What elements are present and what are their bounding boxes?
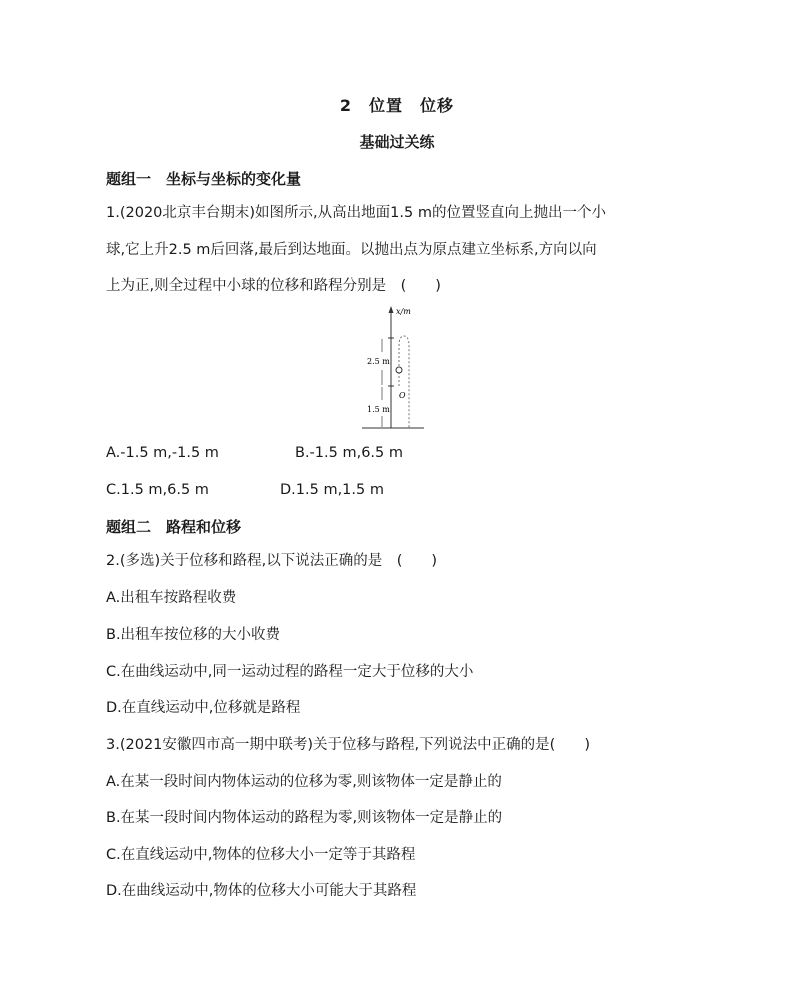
trajectory-path	[399, 336, 409, 428]
axis-label: x/m	[396, 307, 411, 316]
question-1-line-1: 1.(2020北京丰台期末)如图所示,从高出地面1.5 m的位置竖直向上抛出一个小	[106, 205, 606, 221]
question-3-option-a: A.在某一段时间内物体运动的位移为零,则该物体一定是静止的	[106, 774, 502, 790]
question-1-option-d: D.1.5 m,1.5 m	[280, 482, 384, 498]
lower-dimension-label: 1.5 m	[367, 405, 390, 414]
question-2-option-b: B.出租车按位移的大小收费	[106, 627, 281, 643]
question-3-option-b: B.在某一段时间内物体运动的路程为零,则该物体一定是静止的	[106, 810, 503, 826]
origin-label: O	[399, 391, 406, 400]
page-subtitle: 基础过关练	[359, 133, 435, 151]
coordinate-diagram	[352, 302, 452, 432]
page-title: 2 位置 位移	[339, 96, 455, 115]
question-1-figure	[352, 302, 452, 432]
question-1-line-2: 球,它上升2.5 m后回落,最后到达地面。以抛出点为原点建立坐标系,方向以向	[106, 242, 597, 258]
question-1-line-3: 上为正,则全过程中小球的位移和路程分别是 ( )	[106, 278, 441, 294]
question-1-option-c: C.1.5 m,6.5 m	[106, 482, 209, 498]
question-2-option-a: A.出租车按路程收费	[106, 590, 237, 606]
question-2-option-d: D.在直线运动中,位移就是路程	[106, 700, 301, 716]
section-heading-group2: 题组二 路程和位移	[106, 518, 242, 536]
upper-dimension-label: 2.5 m	[367, 357, 390, 366]
question-3-option-d: D.在曲线运动中,物体的位移大小可能大于其路程	[106, 883, 417, 899]
question-1-option-a: A.-1.5 m,-1.5 m	[106, 445, 219, 461]
question-2-option-c: C.在曲线运动中,同一运动过程的路程一定大于位移的大小	[106, 664, 474, 680]
ball-icon	[396, 367, 402, 373]
question-2-stem: 2.(多选)关于位移和路程,以下说法正确的是 ( )	[106, 553, 438, 569]
question-3-stem: 3.(2021安徽四市高一期中联考)关于位移与路程,下列说法中正确的是( )	[106, 737, 590, 753]
axis-arrow-icon	[389, 306, 394, 313]
question-1-option-b: B.-1.5 m,6.5 m	[295, 445, 403, 461]
question-3-option-c: C.在直线运动中,物体的位移大小一定等于其路程	[106, 847, 416, 863]
section-heading-group1: 题组一 坐标与坐标的变化量	[106, 170, 302, 188]
